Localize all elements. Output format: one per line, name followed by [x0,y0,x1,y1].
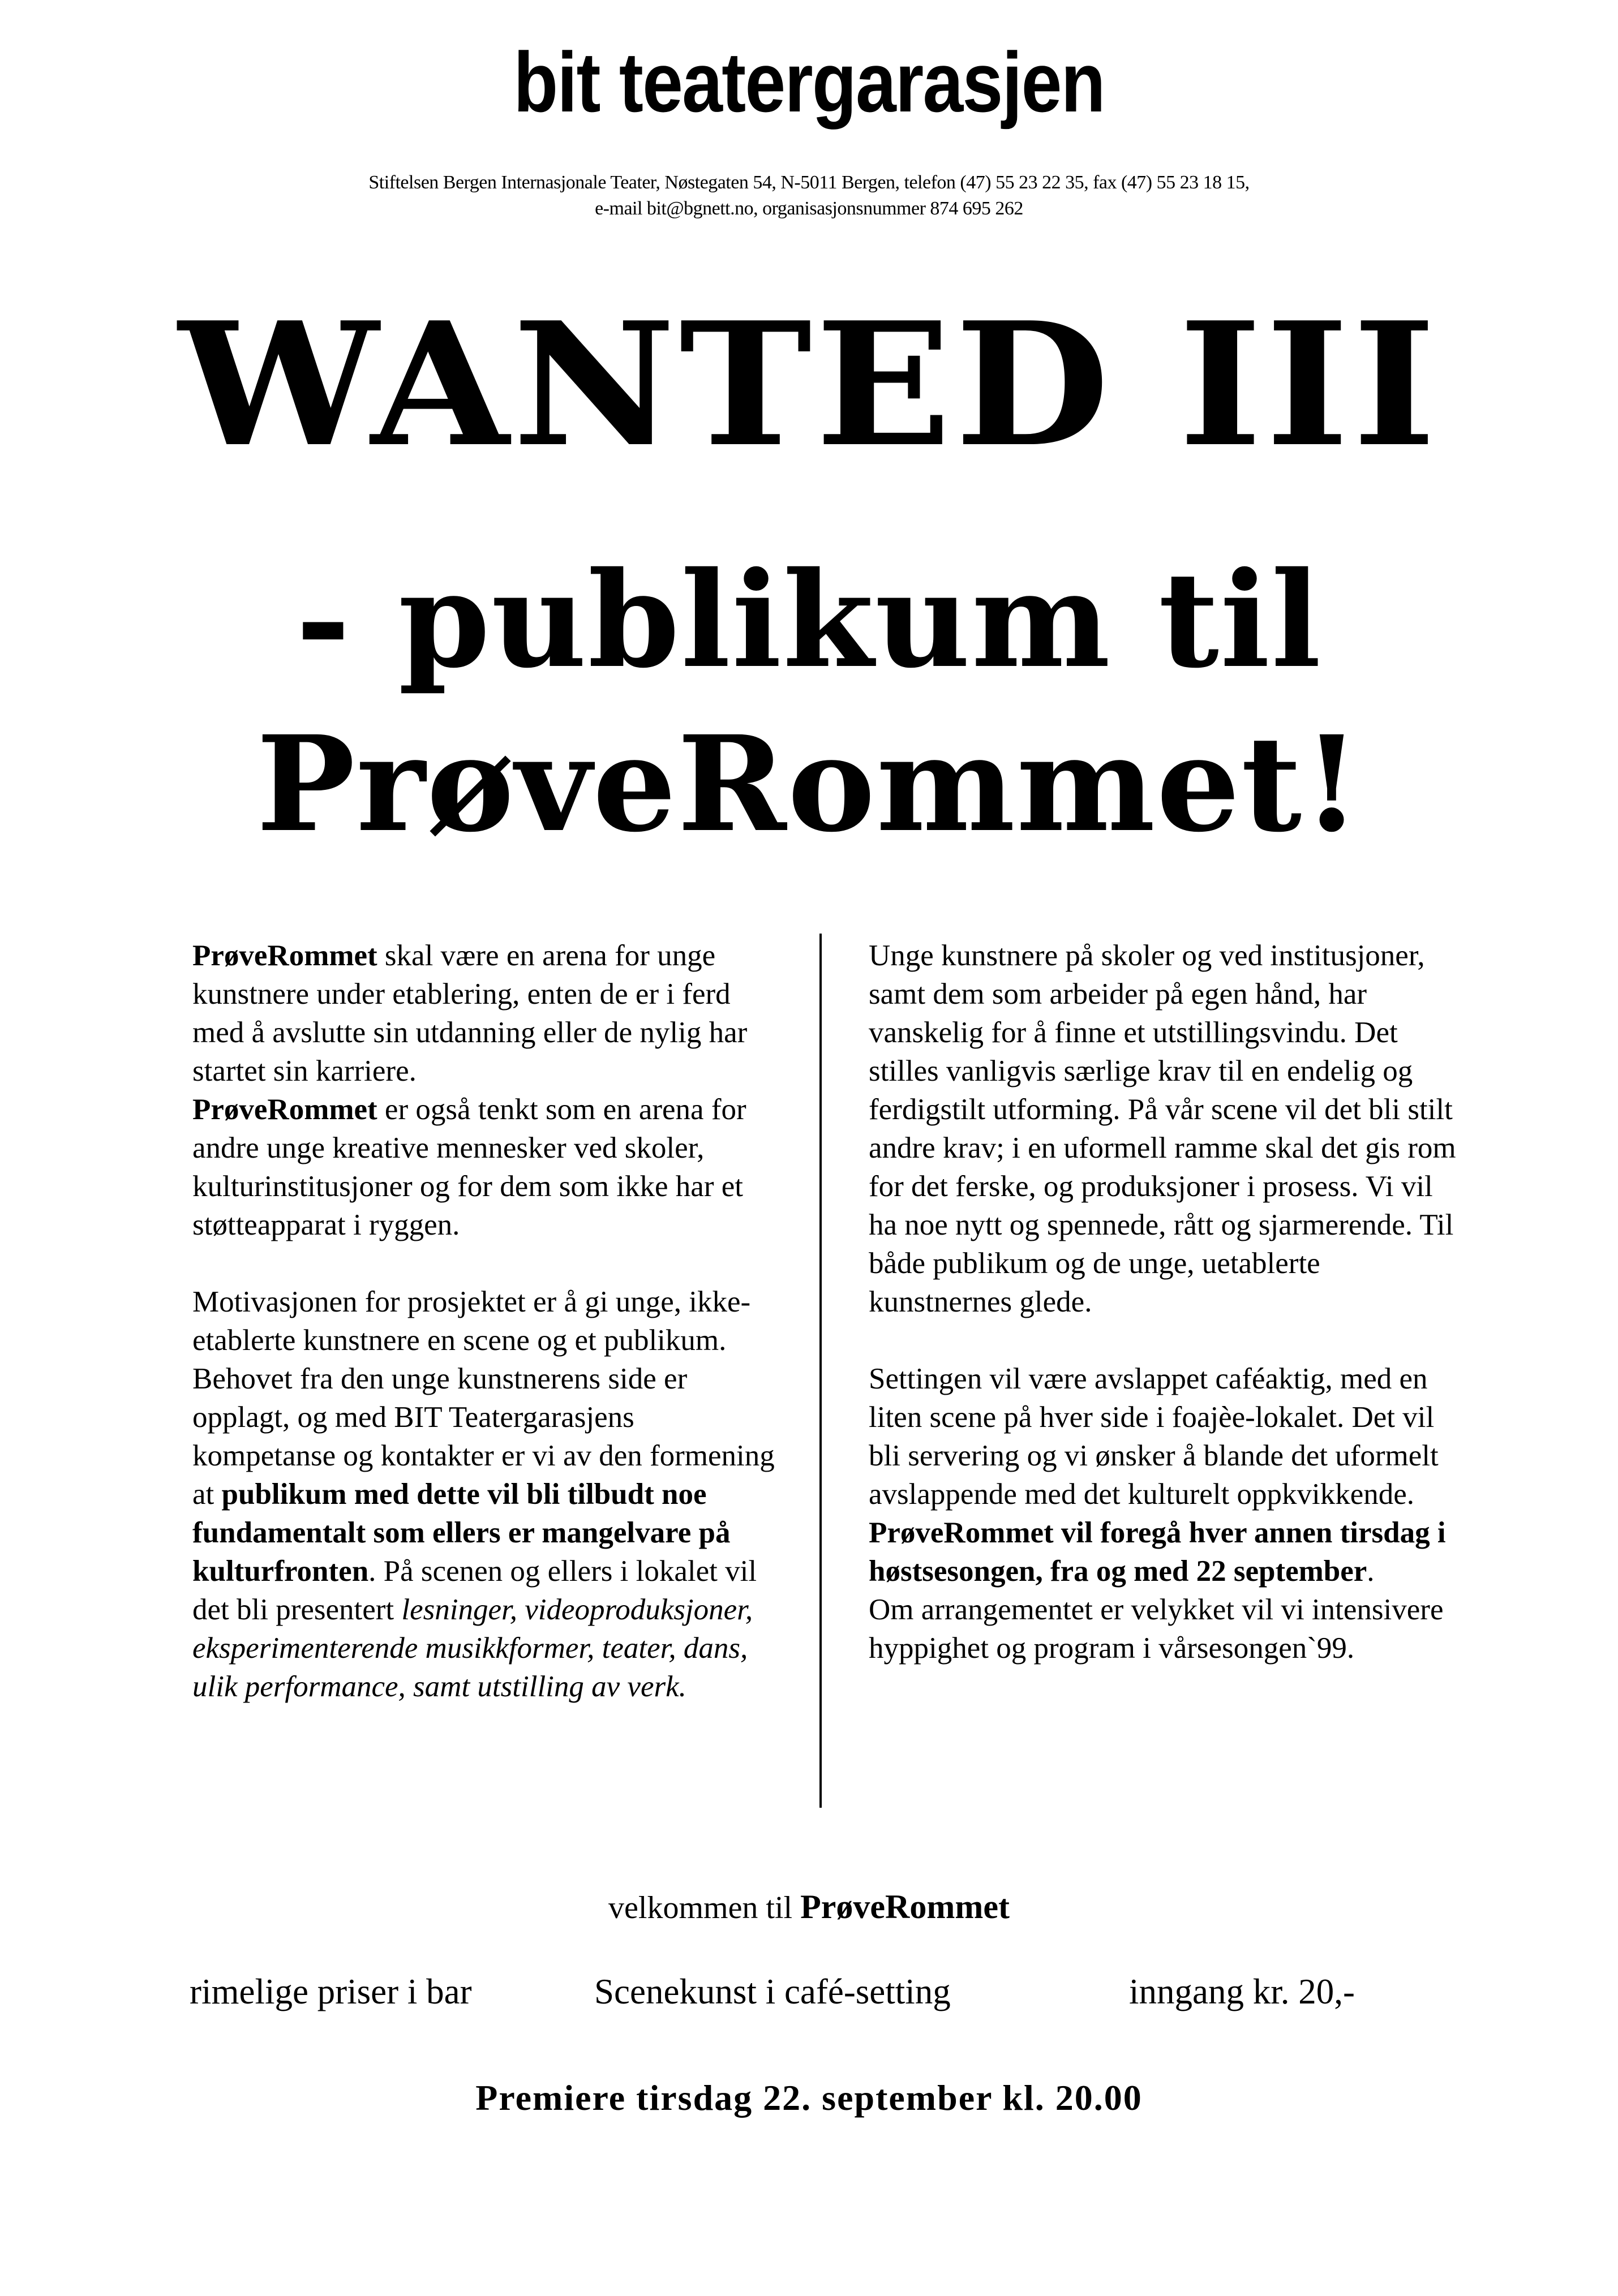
body-text: skal være en arena for unge kunstnere under etablering, enten de er i ferd med å avslutte sin utdanning eller de nylig har startet sin karriere. [192,939,748,1087]
right-paragraph-2 [869,1360,1457,1667]
logo: bit teatergarasjen [513,35,1105,130]
body-text: er også tenkt som en arena for andre unge kreative mennesker ved skoler, kulturinstitusjoner og for dem som ikke har et støtteapparat i ryggen. [192,1093,746,1241]
headline-subtitle-line2: PrøveRommet! [256,707,1362,861]
headline-subtitle-line1: - publikum til [295,543,1323,697]
info-bar-prices: rimelige priser i bar [190,1972,472,2011]
headline-title: WANTED III [178,285,1440,484]
left-column [192,936,781,1744]
info-entry-price: inngang kr. 20,- [1129,1972,1355,2011]
welcome-text: velkommen til [608,1890,801,1925]
body-text: Settingen vil være avslappet caféaktig, med en liten scene på hver side i foajèe-lokalet. Det vil bli servering og vi ønsker å blande det uformelt avslappende med det kulturelt oppkvikkende. [869,1362,1439,1511]
bold-text: PrøveRommet [192,939,377,972]
body-text: Motivasjonen for prosjektet er å gi unge, ikke-etablerte kunstnere en scene og et publikum. Behovet fra den unge kunstnerens side er opplagt, og med BIT Teatergarasjens kompetanse og kontakter er vi av den formening at [192,1285,775,1511]
italic-text: lesninger, videoproduksjoner, eksperimenterende musikkformer, teater, dans, ulik performance, samt utstilling av verk. [192,1593,753,1703]
address-line: Stiftelsen Bergen Internasjonale Teater, Nøstegaten 54, N-5011 Bergen, telefon (47) 55 23 22 35, fax (47) 55 23 18 15, [368,172,1250,193]
left-paragraph-2 [192,1283,781,1706]
contact-line: e-mail bit@bgnett.no, organisasjonsnummer 874 695 262 [595,198,1023,219]
body-text: . [1367,1555,1375,1588]
bold-text: PrøveRommet vil foregå hver annen tirsdag i høstsesongen, fra og med 22 september [869,1516,1446,1588]
bold-text: publikum med dette vil bli tilbudt noe fundamentalt som ellers er mangelvare på kulturfronten [192,1478,731,1588]
welcome-venue: PrøveRommet [800,1888,1010,1925]
left-paragraph-1 [192,936,781,1244]
right-paragraph-1: Unge kunstnere på skoler og ved institusjoner, samt dem som arbeider på egen hånd, har vanskelig for å finne et utstillingsvindu. Det stilles vanligvis særlige krav til en endelig og ferdigstilt utforming. På vår scene vil det bli stilt andre krav; i en uformell ramme skal det gis rom for det ferske, og produksjoner i prosess. Vi vil ha noe nytt og spennede, rått og sjarmerende. Til både publikum og de unge, uetablerte kunstnernes glede. [869,939,1456,1318]
column-divider [819,934,822,1808]
right-column [869,936,1457,1706]
premiere-line: Premiere tirsdag 22. september kl. 20.00 [475,2078,1143,2118]
body-text: . På scenen og ellers i lokalet vil det bli presentert [192,1555,757,1626]
bold-text: PrøveRommet [192,1093,377,1126]
body-text: Om arrangementet er velykket vil vi intensivere hyppighet og program i vårsesongen`99. [869,1593,1444,1665]
welcome-line [0,1887,1618,1928]
info-setting: Scenekunst i café-setting [594,1972,951,2011]
